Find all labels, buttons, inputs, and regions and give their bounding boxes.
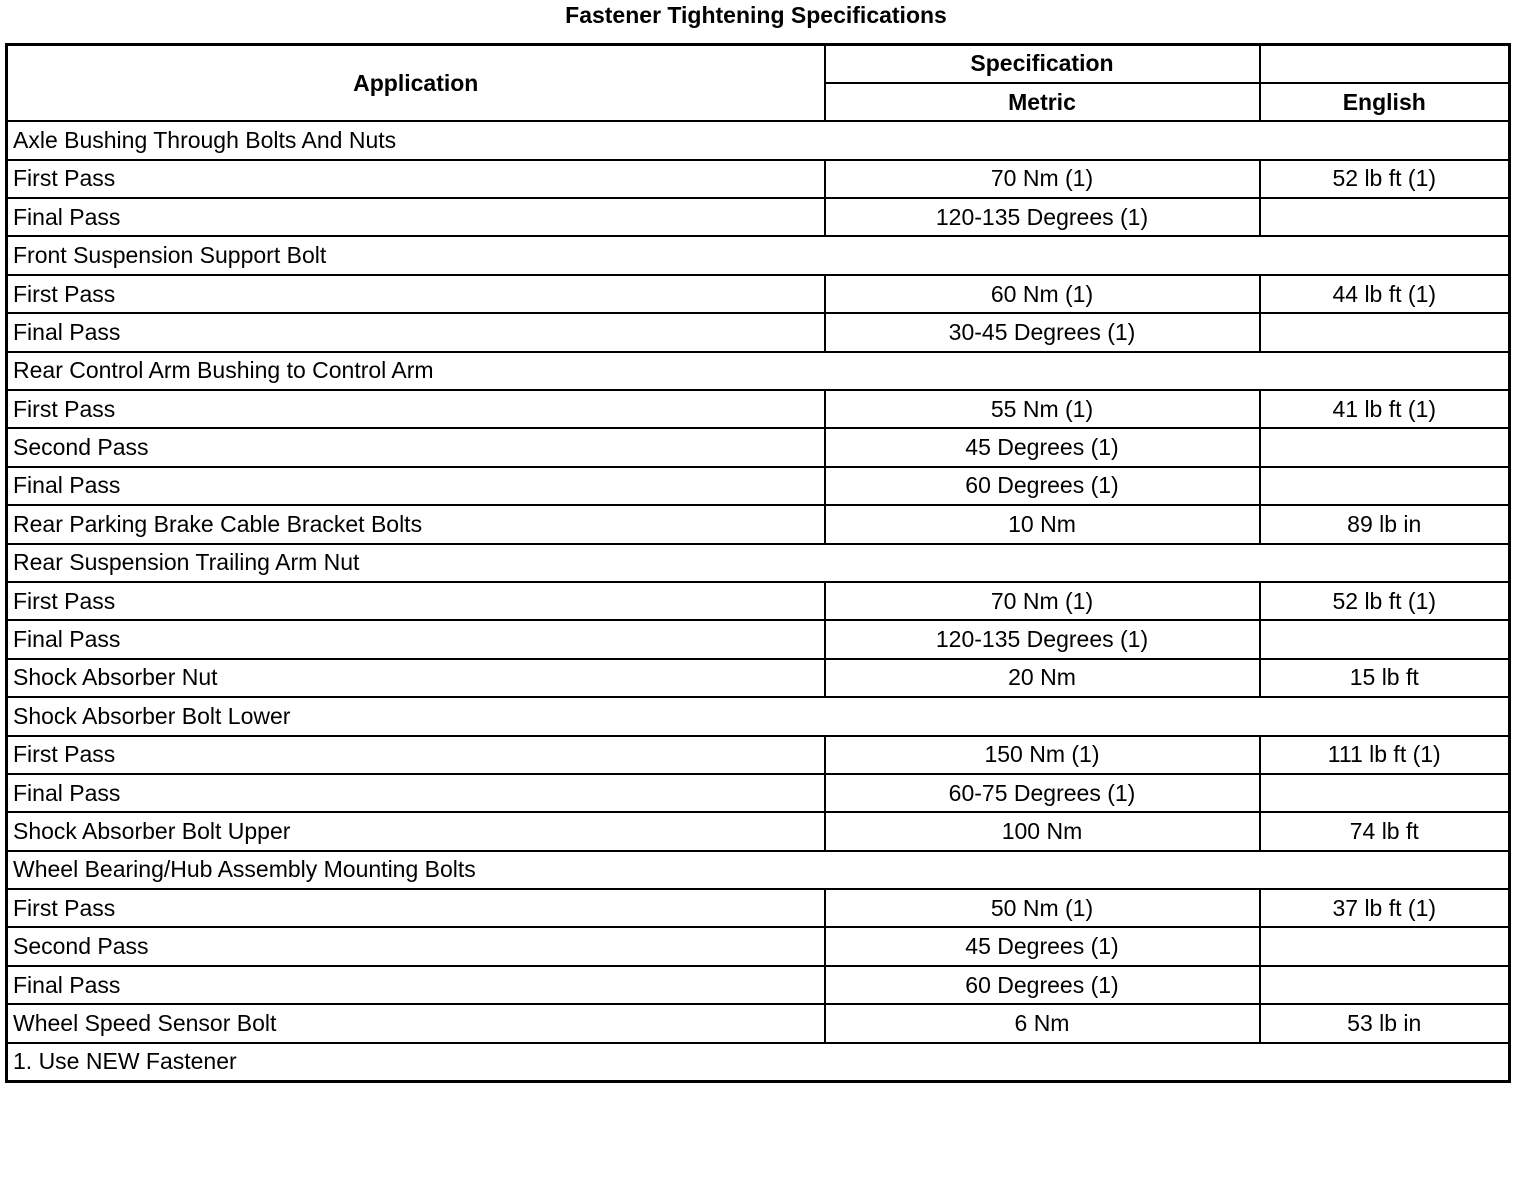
table-row	[7, 812, 1510, 850]
english-cell: 89 lb in	[1260, 505, 1510, 543]
application-cell: Final Pass	[7, 620, 825, 658]
table-row	[7, 659, 1510, 697]
group-label: Axle Bushing Through Bolts And Nuts	[7, 121, 1510, 159]
application-cell: Second Pass	[7, 428, 825, 466]
metric-cell: 55 Nm (1)	[825, 390, 1260, 428]
english-cell: 44 lb ft (1)	[1260, 275, 1510, 313]
metric-cell: 6 Nm	[825, 1004, 1260, 1042]
english-cell: 52 lb ft (1)	[1260, 160, 1510, 198]
table-row	[7, 275, 1510, 313]
group-label: Rear Control Arm Bushing to Control Arm	[7, 352, 1510, 390]
application-cell: Final Pass	[7, 966, 825, 1004]
english-cell: 111 lb ft (1)	[1260, 736, 1510, 774]
application-cell: Second Pass	[7, 927, 825, 965]
group-label: Shock Absorber Bolt Lower	[7, 697, 1510, 735]
application-cell: First Pass	[7, 582, 825, 620]
metric-cell: 60 Degrees (1)	[825, 467, 1260, 505]
english-cell: 41 lb ft (1)	[1260, 390, 1510, 428]
group-row	[7, 697, 1510, 735]
english-cell: 53 lb in	[1260, 1004, 1510, 1042]
metric-cell: 70 Nm (1)	[825, 160, 1260, 198]
english-header: English	[1260, 83, 1510, 121]
header-row-top	[7, 45, 1510, 83]
english-cell	[1260, 927, 1510, 965]
table-footer	[7, 1043, 1510, 1081]
table-body	[7, 121, 1510, 1042]
english-cell	[1260, 198, 1510, 236]
group-label: Rear Suspension Trailing Arm Nut	[7, 544, 1510, 582]
metric-cell: 120-135 Degrees (1)	[825, 620, 1260, 658]
table-row	[7, 505, 1510, 543]
table-header	[7, 45, 1510, 122]
group-label: Front Suspension Support Bolt	[7, 236, 1510, 274]
footnote: 1. Use NEW Fastener	[7, 1043, 1510, 1081]
metric-cell: 100 Nm	[825, 812, 1260, 850]
metric-cell: 10 Nm	[825, 505, 1260, 543]
application-cell: Shock Absorber Bolt Upper	[7, 812, 825, 850]
group-row	[7, 544, 1510, 582]
group-label: Wheel Bearing/Hub Assembly Mounting Bolts	[7, 851, 1510, 889]
metric-header: Metric	[825, 83, 1260, 121]
english-cell: 74 lb ft	[1260, 812, 1510, 850]
metric-cell: 30-45 Degrees (1)	[825, 313, 1260, 351]
application-header: Application	[7, 45, 825, 122]
table-row	[7, 927, 1510, 965]
table-row	[7, 160, 1510, 198]
specification-header-blank	[1260, 45, 1510, 83]
english-cell	[1260, 428, 1510, 466]
application-cell: Rear Parking Brake Cable Bracket Bolts	[7, 505, 825, 543]
application-cell: First Pass	[7, 736, 825, 774]
application-cell: Final Pass	[7, 774, 825, 812]
table-row	[7, 736, 1510, 774]
metric-cell: 70 Nm (1)	[825, 582, 1260, 620]
english-cell: 52 lb ft (1)	[1260, 582, 1510, 620]
english-cell	[1260, 774, 1510, 812]
table-row	[7, 390, 1510, 428]
table-row	[7, 1004, 1510, 1042]
metric-cell: 20 Nm	[825, 659, 1260, 697]
metric-cell: 45 Degrees (1)	[825, 428, 1260, 466]
application-cell: Shock Absorber Nut	[7, 659, 825, 697]
table-row	[7, 889, 1510, 927]
table-row	[7, 428, 1510, 466]
specification-header: Specification	[825, 45, 1260, 83]
application-cell: Final Pass	[7, 198, 825, 236]
english-cell	[1260, 313, 1510, 351]
application-cell: First Pass	[7, 889, 825, 927]
group-row	[7, 236, 1510, 274]
table-row	[7, 966, 1510, 1004]
table-row	[7, 467, 1510, 505]
metric-cell: 60 Degrees (1)	[825, 966, 1260, 1004]
metric-cell: 120-135 Degrees (1)	[825, 198, 1260, 236]
application-cell: First Pass	[7, 390, 825, 428]
english-cell: 37 lb ft (1)	[1260, 889, 1510, 927]
metric-cell: 60-75 Degrees (1)	[825, 774, 1260, 812]
metric-cell: 45 Degrees (1)	[825, 927, 1260, 965]
footnote-row	[7, 1043, 1510, 1081]
english-cell	[1260, 467, 1510, 505]
table-row	[7, 582, 1510, 620]
table-row	[7, 774, 1510, 812]
metric-cell: 60 Nm (1)	[825, 275, 1260, 313]
table-row	[7, 313, 1510, 351]
application-cell: First Pass	[7, 275, 825, 313]
group-row	[7, 851, 1510, 889]
group-row	[7, 121, 1510, 159]
application-cell: Wheel Speed Sensor Bolt	[7, 1004, 825, 1042]
fastener-spec-table	[5, 43, 1511, 1083]
english-cell	[1260, 966, 1510, 1004]
table-row	[7, 198, 1510, 236]
application-cell: First Pass	[7, 160, 825, 198]
english-cell: 15 lb ft	[1260, 659, 1510, 697]
application-cell: Final Pass	[7, 467, 825, 505]
application-cell: Final Pass	[7, 313, 825, 351]
metric-cell: 150 Nm (1)	[825, 736, 1260, 774]
page-title: Fastener Tightening Specifications	[565, 2, 947, 28]
group-row	[7, 352, 1510, 390]
metric-cell: 50 Nm (1)	[825, 889, 1260, 927]
table-row	[7, 620, 1510, 658]
english-cell	[1260, 620, 1510, 658]
